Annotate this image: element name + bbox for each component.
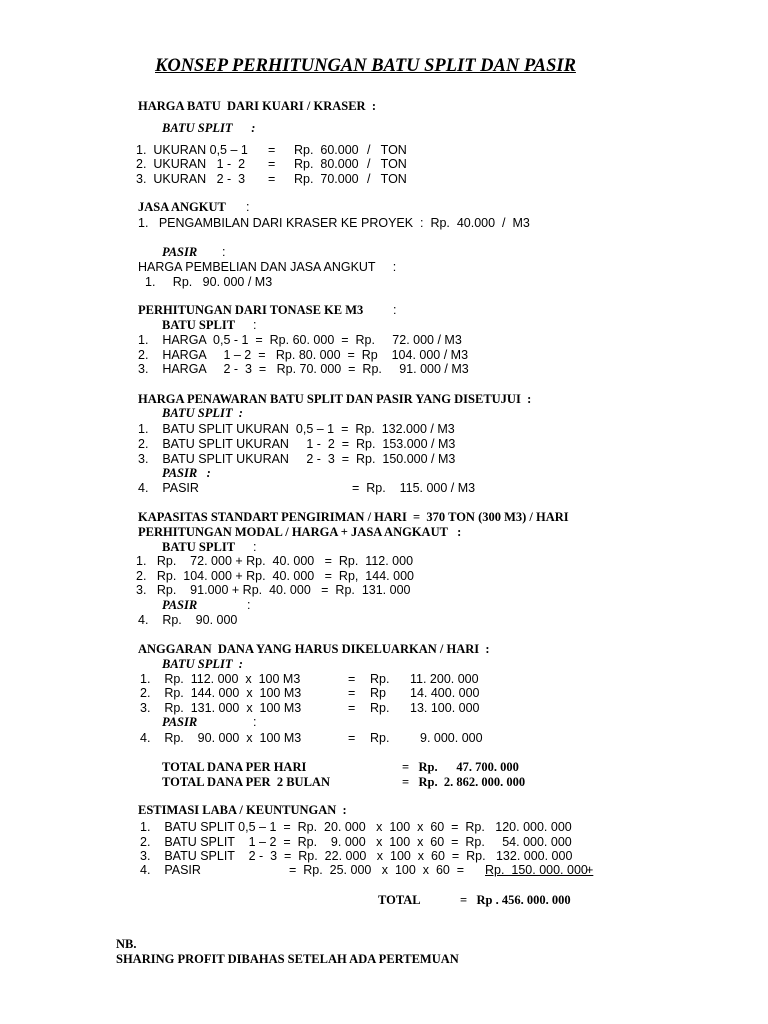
penawaran-row-3: 3. BATU SPLIT UKURAN 2 - 3 = Rp. 150.000 / M3 [138, 452, 456, 466]
kapasitas-row-4: 4. Rp. 90. 000 [138, 613, 238, 627]
penawaran-row-4-right: = Rp. 115. 000 / M3 [352, 481, 476, 495]
anggaran-row-2-rp: Rp [370, 686, 386, 700]
penawaran-row-1: 1. BATU SPLIT UKURAN 0,5 – 1 = Rp. 132.000 / M3 [138, 422, 455, 436]
total-dana-hari-label: TOTAL DANA PER HARI [162, 760, 307, 774]
kapasitas-sub: BATU SPLIT [162, 540, 236, 554]
kapasitas-line-1: KAPASITAS STANDART PENGIRIMAN / HARI = 370 TON (300 M3) / HARI [138, 510, 569, 524]
anggaran-sub2-colon: : [253, 715, 257, 729]
penawaran-row-4-left: 4. PASIR [138, 481, 199, 495]
estimasi-row-4-plus: + [586, 863, 594, 877]
harga-batu-row-2-eq: = [268, 157, 276, 171]
nb-text: SHARING PROFIT DIBAHAS SETELAH ADA PERTEMUAN [116, 952, 459, 966]
estimasi-row-2: 2. BATU SPLIT 1 – 2 = Rp. 9. 000 x 100 x 60 = Rp. 54. 000. 000 [140, 835, 572, 849]
anggaran-row-1-left: 1. Rp. 112. 000 x 100 M3 [140, 672, 301, 686]
estimasi-row-4-left: 4. PASIR [140, 863, 201, 877]
harga-batu-heading: HARGA BATU DARI KUARI / KRASER : [138, 99, 376, 113]
tonase-row-1: 1. HARGA 0,5 - 1 = Rp. 60. 000 = Rp. 72. 000 / M3 [138, 333, 462, 347]
penawaran-heading: HARGA PENAWARAN BATU SPLIT DAN PASIR YANG DISETUJUI : [138, 392, 532, 406]
harga-batu-sub: BATU SPLIT : [162, 121, 256, 135]
jasa-angkut-row: 1. PENGAMBILAN DARI KRASER KE PROYEK : Rp. 40.000 / M3 [138, 216, 530, 230]
tonase-heading: PERHITUNGAN DARI TONASE KE M3 [138, 303, 364, 317]
total-dana-2bulan-label: TOTAL DANA PER 2 BULAN [162, 775, 330, 789]
estimasi-row-3: 3. BATU SPLIT 2 - 3 = Rp. 22. 000 x 100 x 60 = Rp. 132. 000. 000 [140, 849, 573, 863]
harga-batu-row-1-left: 1. UKURAN 0,5 – 1 [136, 143, 248, 157]
anggaran-row-3-value: 13. 100. 000 [410, 701, 480, 715]
harga-batu-row-3-unit: / TON [367, 172, 407, 186]
estimasi-heading: ESTIMASI LABA / KEUNTUNGAN : [138, 803, 347, 817]
anggaran-row-2-eq: = [348, 686, 356, 700]
estimasi-total-value: = Rp . 456. 000. 000 [460, 893, 571, 907]
page-title: KONSEP PERHITUNGAN BATU SPLIT DAN PASIR [155, 56, 576, 76]
nb-label: NB. [116, 937, 137, 951]
kapasitas-row-2: 2. Rp. 104. 000 + Rp. 40. 000 = Rp, 144. 000 [136, 569, 414, 583]
kapasitas-row-1: 1. Rp. 72. 000 + Rp. 40. 000 = Rp. 112. 000 [136, 554, 414, 568]
harga-batu-row-1-unit: / TON [367, 143, 407, 157]
anggaran-sub2: PASIR [162, 715, 198, 729]
pasir-colon: : [222, 245, 226, 259]
penawaran-sub: BATU SPLIT : [162, 406, 243, 420]
anggaran-row-1-eq: = [348, 672, 356, 686]
tonase-sub-colon: : [253, 318, 257, 332]
kapasitas-row-3: 3. Rp. 91.000 + Rp. 40. 000 = Rp. 131. 000 [136, 583, 411, 597]
harga-batu-row-3-left: 3. UKURAN 2 - 3 [136, 172, 246, 186]
harga-batu-row-1-eq: = [268, 143, 276, 157]
kapasitas-sub2: PASIR [162, 598, 198, 612]
anggaran-row-3-left: 3. Rp. 131. 000 x 100 M3 [140, 701, 302, 715]
estimasi-row-1: 1. BATU SPLIT 0,5 – 1 = Rp. 20. 000 x 100 x 60 = Rp. 120. 000. 000 [140, 820, 572, 834]
jasa-angkut-colon: : [246, 200, 250, 214]
kapasitas-line-2: PERHITUNGAN MODAL / HARGA + JASA ANGKAUT : [138, 525, 462, 539]
anggaran-row-4-eq: = [348, 731, 356, 745]
kapasitas-sub-colon: : [253, 540, 257, 554]
anggaran-row-4-left: 4. Rp. 90. 000 x 100 M3 [140, 731, 302, 745]
penawaran-row-2: 2. BATU SPLIT UKURAN 1 - 2 = Rp. 153.000 / M3 [138, 437, 456, 451]
penawaran-sub2: PASIR : [162, 466, 211, 480]
pasir-row: 1. Rp. 90. 000 / M3 [145, 275, 273, 289]
jasa-angkut-heading: JASA ANGKUT [138, 200, 226, 214]
anggaran-row-4-value: 9. 000. 000 [420, 731, 483, 745]
anggaran-row-2-left: 2. Rp. 144. 000 x 100 M3 [140, 686, 302, 700]
anggaran-row-3-eq: = [348, 701, 356, 715]
harga-batu-row-2-price: Rp. 80.000 [294, 157, 359, 171]
kapasitas-sub2-colon: : [247, 598, 251, 612]
harga-batu-row-2-left: 2. UKURAN 1 - 2 [136, 157, 246, 171]
harga-batu-row-2-unit: / TON [367, 157, 407, 171]
total-dana-2bulan-value: = Rp. 2. 862. 000. 000 [402, 775, 526, 789]
anggaran-row-2-value: 14. 400. 000 [410, 686, 480, 700]
anggaran-row-1-value: 11. 200. 000 [410, 672, 479, 686]
anggaran-sub: BATU SPLIT : [162, 657, 243, 671]
estimasi-row-4-value: Rp. 150. 000. 000 [485, 863, 588, 877]
harga-batu-row-1-price: Rp. 60.000 [294, 143, 359, 157]
estimasi-total-label: TOTAL [378, 893, 421, 907]
total-dana-hari-value: = Rp. 47. 700. 000 [402, 760, 519, 774]
tonase-row-2: 2. HARGA 1 – 2 = Rp. 80. 000 = Rp 104. 000 / M3 [138, 348, 469, 362]
tonase-row-3: 3. HARGA 2 - 3 = Rp. 70. 000 = Rp. 91. 000 / M3 [138, 362, 469, 376]
anggaran-heading: ANGGARAN DANA YANG HARUS DIKELUARKAN / HARI : [138, 642, 490, 656]
anggaran-row-4-rp: Rp. [370, 731, 390, 745]
anggaran-row-3-rp: Rp. [370, 701, 390, 715]
tonase-colon: : [393, 303, 397, 317]
pasir-sub: PASIR [162, 245, 198, 259]
harga-batu-row-3-eq: = [268, 172, 276, 186]
pasir-line: HARGA PEMBELIAN DAN JASA ANGKUT : [138, 260, 397, 274]
tonase-sub: BATU SPLIT [162, 318, 236, 332]
estimasi-row-4-mid: = Rp. 25. 000 x 100 x 60 = [289, 863, 465, 877]
anggaran-row-1-rp: Rp. [370, 672, 390, 686]
harga-batu-row-3-price: Rp. 70.000 [294, 172, 359, 186]
